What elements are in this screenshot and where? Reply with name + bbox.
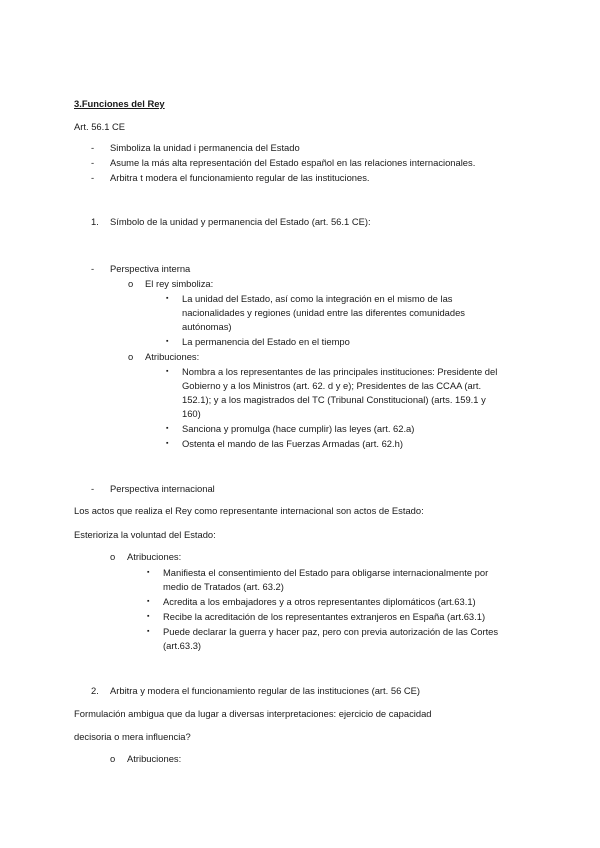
- list-item-line: Puede declarar la guerra y hacer paz, pero con previa autorización de las Cortes: [163, 626, 499, 637]
- dash-marker: -: [91, 172, 95, 183]
- square-marker: ▪: [166, 440, 169, 447]
- list-item-line: nacionalidades y regiones (unidad entre las diferentes comunidades: [182, 307, 465, 318]
- list-item-line: Sanciona y promulga (hace cumplir) las leyes (art. 62.a): [182, 423, 415, 434]
- square-marker: ▪: [166, 368, 169, 375]
- square-marker: ▪: [166, 295, 169, 302]
- square-marker: ▪: [147, 569, 150, 576]
- list-item: Simboliza la unidad i permanencia del Estado: [110, 142, 300, 153]
- circle-marker: o: [110, 753, 116, 764]
- dash-marker: -: [91, 483, 95, 494]
- paragraph: decisoria o mera influencia?: [74, 731, 191, 742]
- section-number: 2.: [91, 685, 99, 696]
- dash-marker: -: [91, 157, 95, 168]
- square-marker: ▪: [166, 425, 169, 432]
- list-item: Asume la más alta representación del Estado español en las relaciones internacionales.: [110, 157, 476, 168]
- section-heading: Arbitra y modera el funcionamiento regular de las instituciones (art. 56 CE): [110, 685, 421, 696]
- list-item-line: 160): [182, 408, 201, 419]
- square-marker: ▪: [147, 613, 150, 620]
- list-item-line: Manifiesta el consentimiento del Estado para obligarse internacionalmente por: [163, 567, 489, 578]
- list-label: Atribuciones:: [145, 351, 200, 362]
- dash-marker: -: [91, 263, 95, 274]
- list-label: El rey simboliza:: [145, 278, 214, 289]
- list-label: Atribuciones:: [127, 551, 182, 562]
- circle-marker: o: [128, 351, 134, 362]
- circle-marker: o: [128, 278, 134, 289]
- list-item-line: Recibe la acreditación de los representantes extranjeros en España (art.63.1): [163, 611, 486, 622]
- paragraph: Formulación ambigua que da lugar a diversas interpretaciones: ejercicio de capacidad: [74, 708, 432, 719]
- list-item-line: Nombra a los representantes de las principales instituciones: Presidente del: [182, 366, 498, 377]
- subsection-heading: Perspectiva interna: [110, 263, 191, 274]
- article-ref: Art. 56.1 CE: [74, 121, 126, 132]
- section-heading: Símbolo de la unidad y permanencia del Estado (art. 56.1 CE):: [110, 216, 371, 227]
- list-item-line: Ostenta el mando de las Fuerzas Armadas (art. 62.h): [182, 438, 403, 449]
- dash-marker: -: [91, 142, 95, 153]
- square-marker: ▪: [147, 598, 150, 605]
- square-marker: ▪: [166, 338, 169, 345]
- page-title: 3.Funciones del Rey: [74, 98, 165, 109]
- list-item-line: Gobierno y a los Ministros (art. 62. d y e); Presidentes de las CCAA (art.: [182, 380, 482, 391]
- list-item-line: (art.63.3): [163, 640, 202, 651]
- list-item-line: 152.1); y a los magistrados del TC (Tribunal Constitucional) (arts. 159.1 y: [182, 394, 486, 405]
- list-item-line: Acredita a los embajadores y a otros representantes diplomáticos (art.63.1): [163, 596, 476, 607]
- subsection-heading: Perspectiva internacional: [110, 483, 215, 494]
- paragraph: Los actos que realiza el Rey como representante internacional son actos de Estado:: [74, 505, 424, 516]
- section-number: 1.: [91, 216, 99, 227]
- list-item-line: medio de Tratados (art. 63.2): [163, 581, 284, 592]
- square-marker: ▪: [147, 628, 150, 635]
- list-item: Arbitra t modera el funcionamiento regular de las instituciones.: [110, 172, 370, 183]
- circle-marker: o: [110, 551, 116, 562]
- list-item-line: La unidad del Estado, así como la integración en el mismo de las: [182, 293, 453, 304]
- list-item-line: La permanencia del Estado en el tiempo: [182, 336, 350, 347]
- paragraph: Esterioriza la voluntad del Estado:: [74, 529, 216, 540]
- list-label: Atribuciones:: [127, 753, 182, 764]
- list-item-line: autónomas): [182, 321, 232, 332]
